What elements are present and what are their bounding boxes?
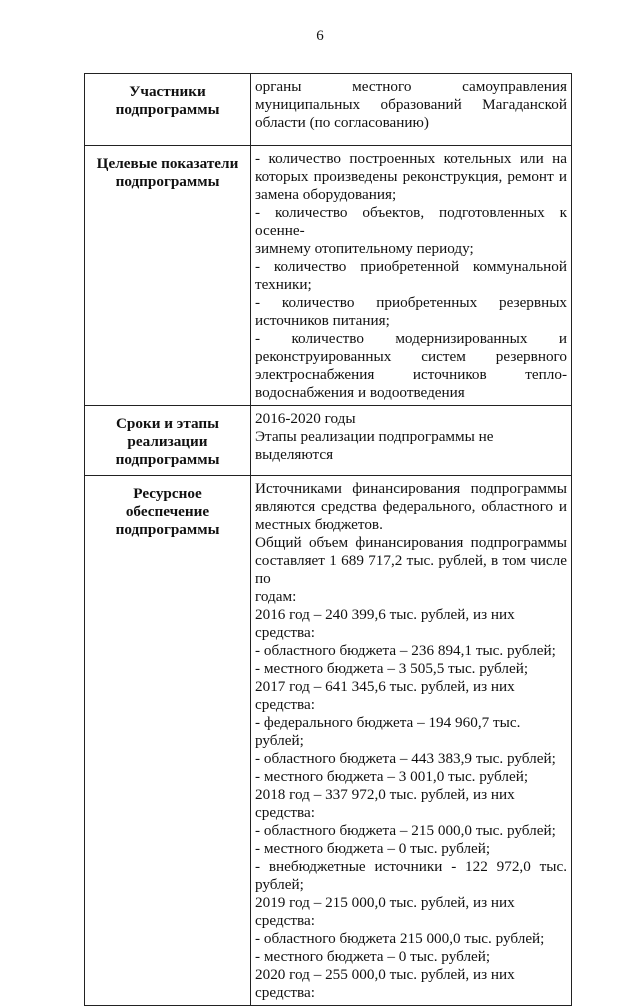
participants-label-line: Участники <box>129 83 206 100</box>
targets-text-line: - количество модернизированных и <box>255 330 567 347</box>
targets-text-line: - количество построенных котельных или на <box>255 150 567 167</box>
targets-text-line: которых произведены реконструкция, ремонт и <box>255 168 567 185</box>
resources-text-line: составляет 1 689 717,2 тыс. рублей, в том числе по <box>255 552 567 587</box>
terms-text-line: 2016-2020 годы <box>255 410 356 427</box>
resources-text-line: годам: <box>255 588 297 605</box>
resources-text-line: - областного бюджета – 236 894,1 тыс. рублей; <box>255 642 556 659</box>
participants-text-line: области (по согласованию) <box>255 114 429 131</box>
targets-text-line: источников питания; <box>255 312 390 329</box>
terms-label-line: Сроки и этапы <box>115 415 220 432</box>
resources-text-line: - федерального бюджета – 194 960,7 тыс. рублей; <box>255 714 521 749</box>
resources-text-line: 2018 год – 337 972,0 тыс. рублей, из них средства: <box>255 786 515 821</box>
terms-label <box>85 406 251 476</box>
targets-text-line: - количество приобретенных резервных <box>255 294 567 311</box>
terms-label-line: реализации <box>127 433 208 450</box>
targets-text-line: - количество объектов, подготовленных к осенне- <box>255 204 567 239</box>
resources-text-line: 2017 год – 641 345,6 тыс. рублей, из них средства: <box>255 678 515 713</box>
resources-text-line: Общий объем финансирования подпрограммы <box>255 534 567 551</box>
targets-label <box>85 146 251 406</box>
participants-label <box>85 74 251 146</box>
table-row-resources <box>85 476 572 1006</box>
resources-text-line: - местного бюджета – 3 505,5 тыс. рублей; <box>255 660 529 677</box>
targets-text-line: техники; <box>255 276 312 293</box>
page-number: 6 <box>316 28 324 44</box>
targets-text-line: реконструированных систем резервного <box>255 348 567 365</box>
resources-text-line: 2020 год – 255 000,0 тыс. рублей, из них средства: <box>255 966 515 1001</box>
resources-text-line: 2016 год – 240 399,6 тыс. рублей, из них средства: <box>255 606 515 641</box>
resources-text-line: местных бюджетов. <box>255 516 383 533</box>
resources-text-line: рублей; <box>255 876 304 893</box>
resources-text-line: - областного бюджета – 443 383,9 тыс. рублей; <box>255 750 556 767</box>
targets-text-line: водоснабжения и водоотведения <box>255 384 465 401</box>
targets-content <box>251 146 572 406</box>
table-row-terms <box>85 406 572 476</box>
targets-label-line: Целевые показатели <box>96 155 239 172</box>
resources-content <box>251 476 572 1006</box>
targets-text-line: зимнему отопительному периоду; <box>255 240 474 257</box>
terms-label-line: подпрограммы <box>115 451 220 468</box>
resources-label-line: Ресурсное <box>133 485 202 502</box>
participants-content <box>251 74 572 146</box>
table-row-participants <box>85 74 572 146</box>
participants-text-line: муниципальных образований Магаданской <box>255 96 567 113</box>
targets-text-line: - количество приобретенной коммунальной <box>255 258 567 275</box>
resources-label-line: подпрограммы <box>115 521 220 538</box>
terms-text-line: Этапы реализации подпрограммы не выделяются <box>255 428 494 463</box>
resources-text-line: 2019 год – 215 000,0 тыс. рублей, из них средства: <box>255 894 515 929</box>
resources-text-line: - областного бюджета 215 000,0 тыс. рублей; <box>255 930 545 947</box>
resources-label-line: обеспечение <box>125 503 210 520</box>
resources-text-line: - местного бюджета – 0 тыс. рублей; <box>255 840 491 857</box>
resources-text-line: - местного бюджета – 0 тыс. рублей; <box>255 948 491 965</box>
resources-text-line: - внебюджетные источники - 122 972,0 тыс. <box>255 858 567 875</box>
resources-label <box>85 476 251 1006</box>
terms-content <box>251 406 572 476</box>
resources-text-line: являются средства федерального, областного и <box>255 498 567 515</box>
participants-text-line: органы местного самоуправления <box>255 78 567 95</box>
participants-label-line: подпрограммы <box>115 101 220 118</box>
resources-text-line: Источниками финансирования подпрограммы <box>255 480 567 497</box>
table-row-targets <box>85 146 572 406</box>
resources-text-line: - местного бюджета – 3 001,0 тыс. рублей; <box>255 768 529 785</box>
targets-text-line: замена оборудования; <box>255 186 397 203</box>
resources-text-line: - областного бюджета – 215 000,0 тыс. рублей; <box>255 822 556 839</box>
targets-text-line: электроснабжения источников тепло- <box>255 366 567 383</box>
targets-label-line: подпрограммы <box>115 173 220 190</box>
subprogram-passport-table <box>84 73 572 1006</box>
